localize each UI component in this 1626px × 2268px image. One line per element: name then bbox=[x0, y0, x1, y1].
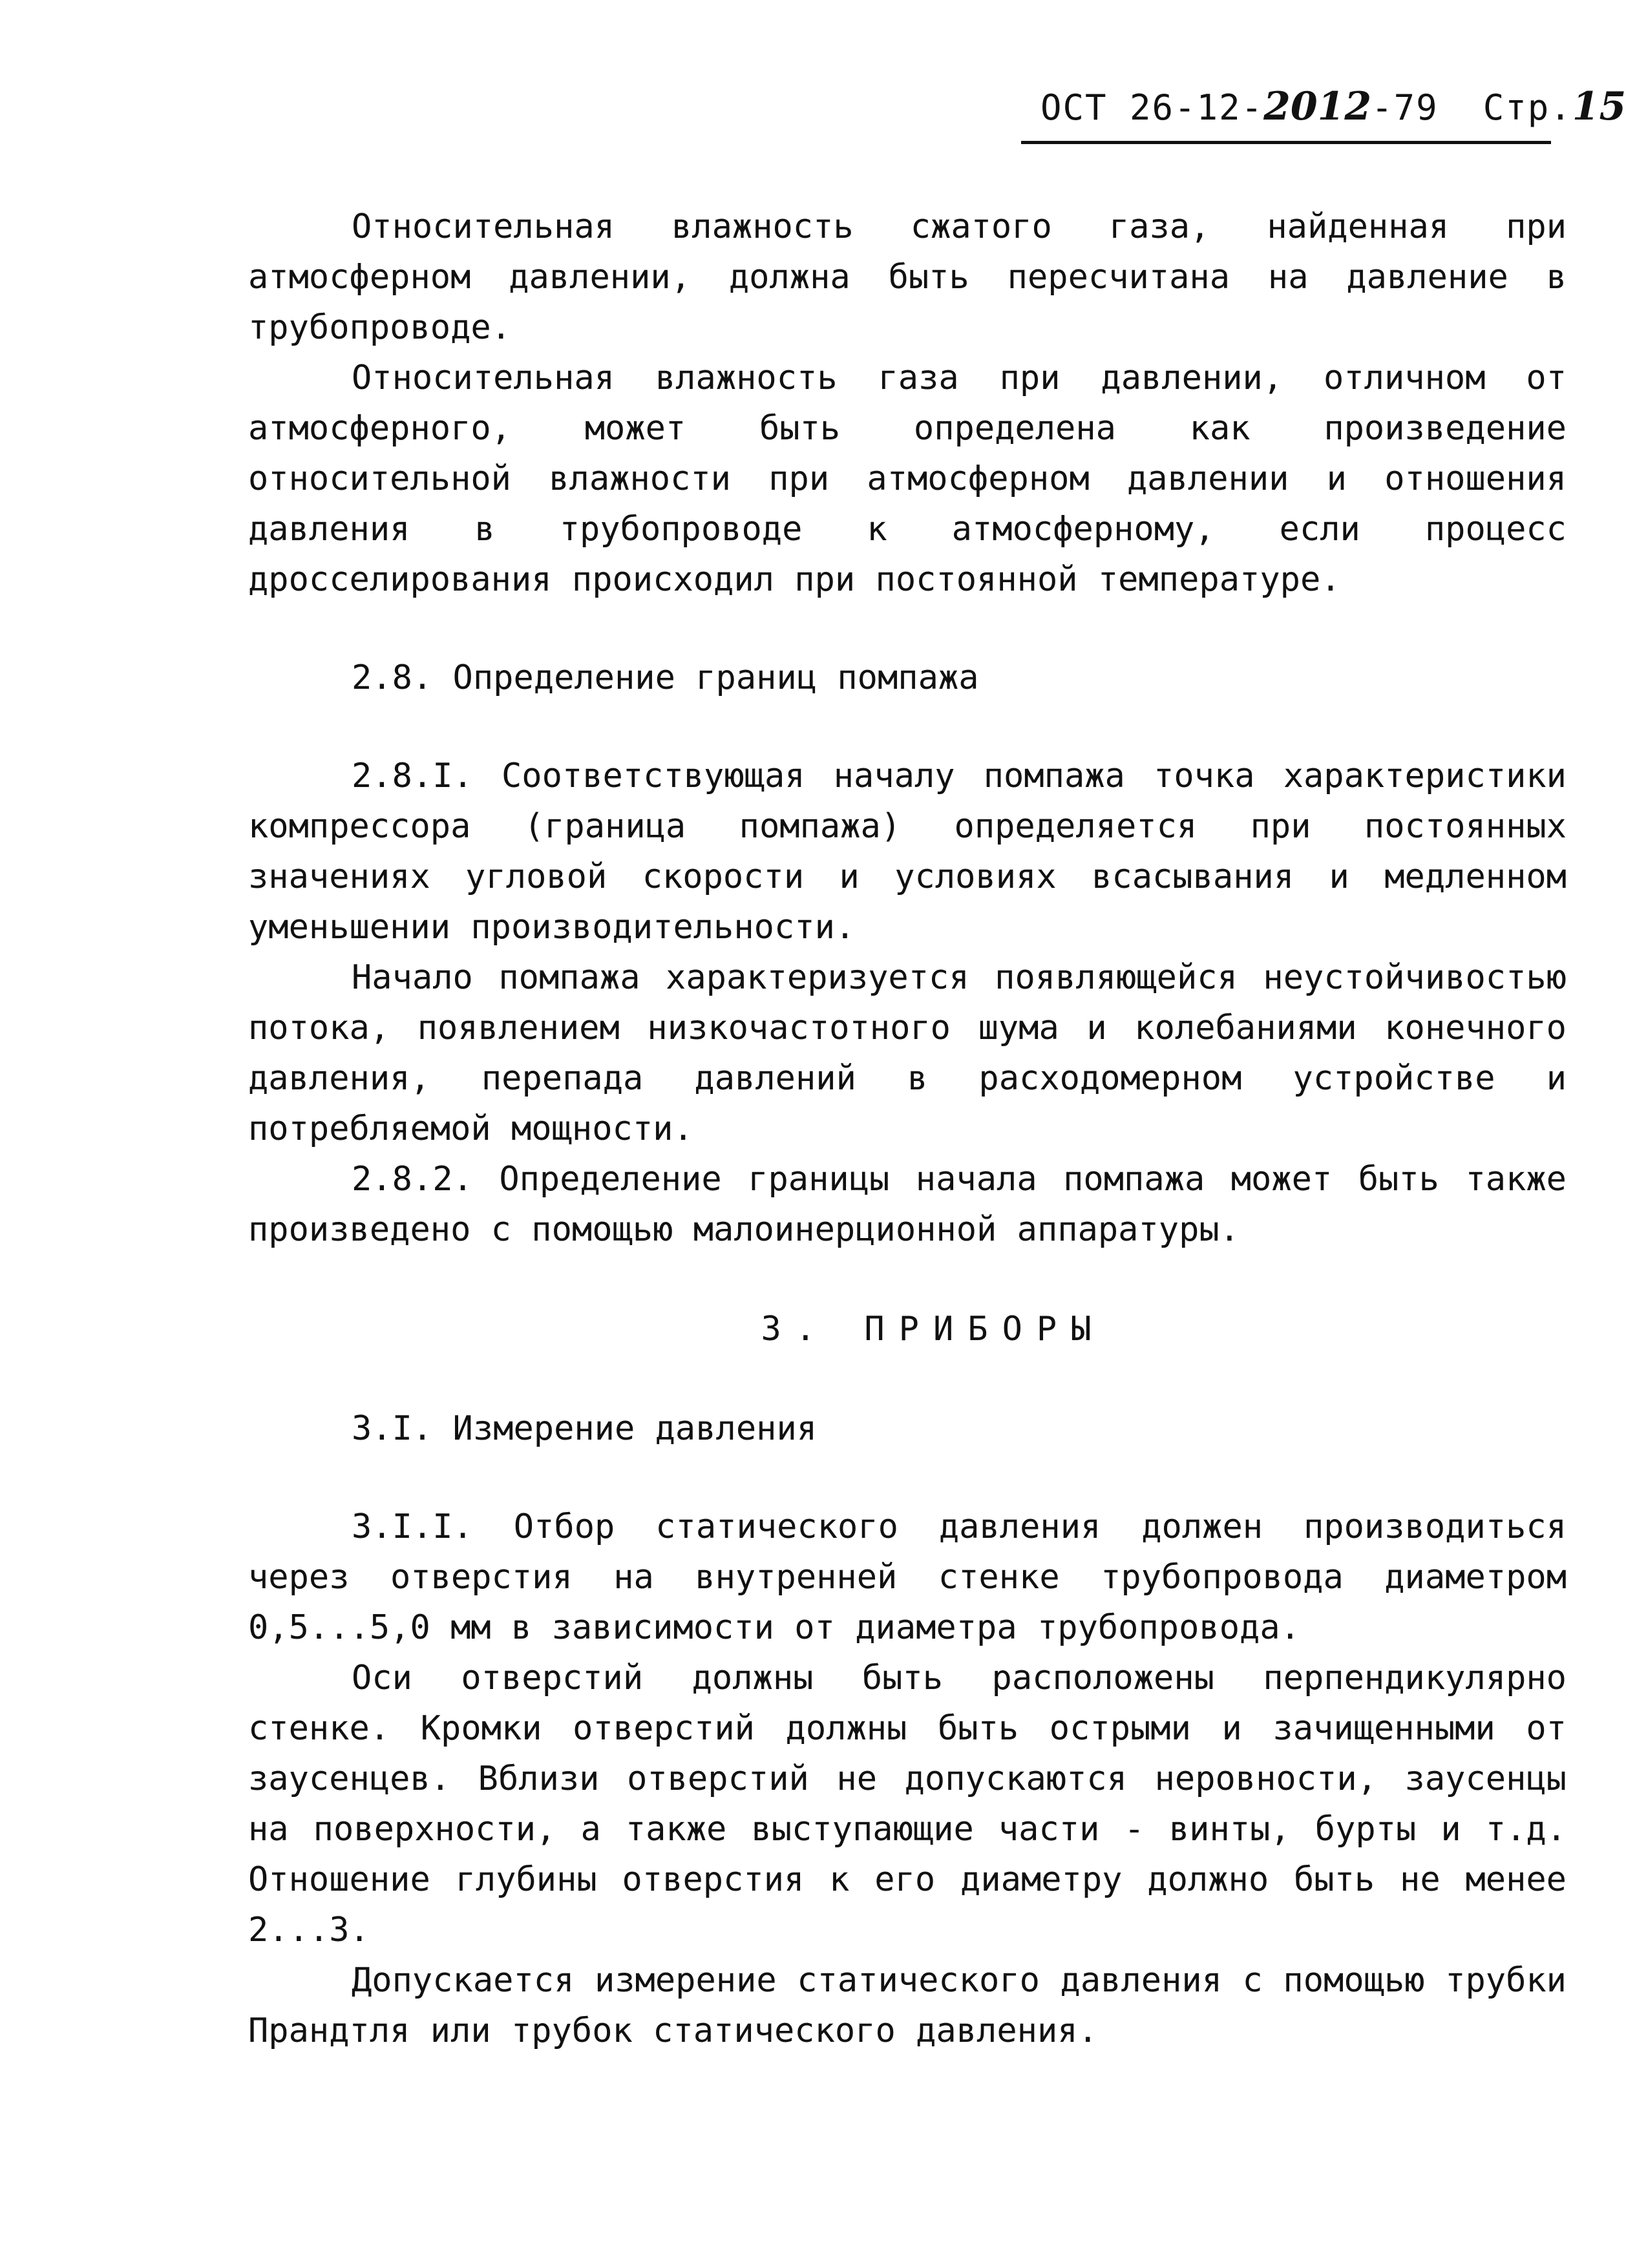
heading-2-8: 2.8. Определение границ помпажа bbox=[352, 658, 979, 697]
handwritten-doc-number: 2012 bbox=[1263, 84, 1372, 129]
doc-code: ОСТ 26-12- bbox=[1040, 87, 1264, 128]
page-number: 15 bbox=[1572, 84, 1626, 129]
spacer bbox=[248, 1354, 1567, 1403]
paragraph-hole-axes: Оси отверстий должны быть расположены перпендикулярно стенке. Кромки отверстий должны быть острыми и зачищенными от заусенцев. Вблизи отверстий не допускаются неровности, заусенцы на поверхности, а также выступающие части - винты, бурты и т.д. Отношение глубины отверстия к его диаметру должно быть не менее 2...3. bbox=[248, 1659, 1567, 1949]
header-rule bbox=[1021, 141, 1551, 144]
spacer bbox=[248, 1255, 1567, 1304]
paragraph-2-8-2: 2.8.2. Определение границы начала помпажа может быть также произведено с помощью малоинерционной аппаратуры. bbox=[248, 1160, 1567, 1249]
spacer bbox=[248, 605, 1567, 653]
paragraph-3-1-1: 3.I.I. Отбор статического давления должен производиться через отверстия на внутренней стенке трубопровода диаметром 0,5...5,0 мм в зависимости от диаметра трубопровода. bbox=[248, 1507, 1567, 1647]
page-header bbox=[1021, 84, 1626, 142]
doc-year: -79 bbox=[1371, 87, 1439, 128]
paragraph-2-8-1: 2.8.I. Соответствующая началу помпажа точка характеристики компрессора (граница помпажа) определяется при постоянных значениях угловой скорости и условиях всасывания и медленном уменьшении производительности. bbox=[248, 757, 1567, 947]
section-title-instruments: 3. ПРИБОРЫ bbox=[761, 1310, 1106, 1349]
heading-3-1: 3.I. Измерение давления bbox=[352, 1409, 818, 1448]
paragraph-surge-onset: Начало помпажа характеризуется появляющейся неустойчивостью потока, появлением низкочастотного шума и колебаниями конечного давления, перепада давлений в расходомерном устройстве и потребляемой мощности. bbox=[248, 958, 1567, 1148]
document-body bbox=[248, 202, 1567, 2056]
spacer bbox=[248, 1454, 1567, 1502]
document-code bbox=[1040, 84, 1626, 129]
paragraph-humidity-recalc: Относительная влажность сжатого газа, найденная при атмосферном давлении, должна быть пересчитана на давление в трубопроводе. bbox=[248, 207, 1567, 347]
paragraph-prandtl-tube: Допускается измерение статического давления с помощью трубки Прандтля или трубок статического давления. bbox=[248, 1961, 1567, 2050]
paragraph-humidity-pressure: Относительная влажность газа при давлении, отличном от атмосферного, может быть определена как произведение относительной влажности при атмосферном давлении и отношения давления в трубопроводе к атмосферному, если процесс дросселирования происходил при постоянной температуре. bbox=[248, 359, 1567, 599]
page-label: Стр. bbox=[1483, 87, 1572, 128]
spacer bbox=[248, 703, 1567, 751]
